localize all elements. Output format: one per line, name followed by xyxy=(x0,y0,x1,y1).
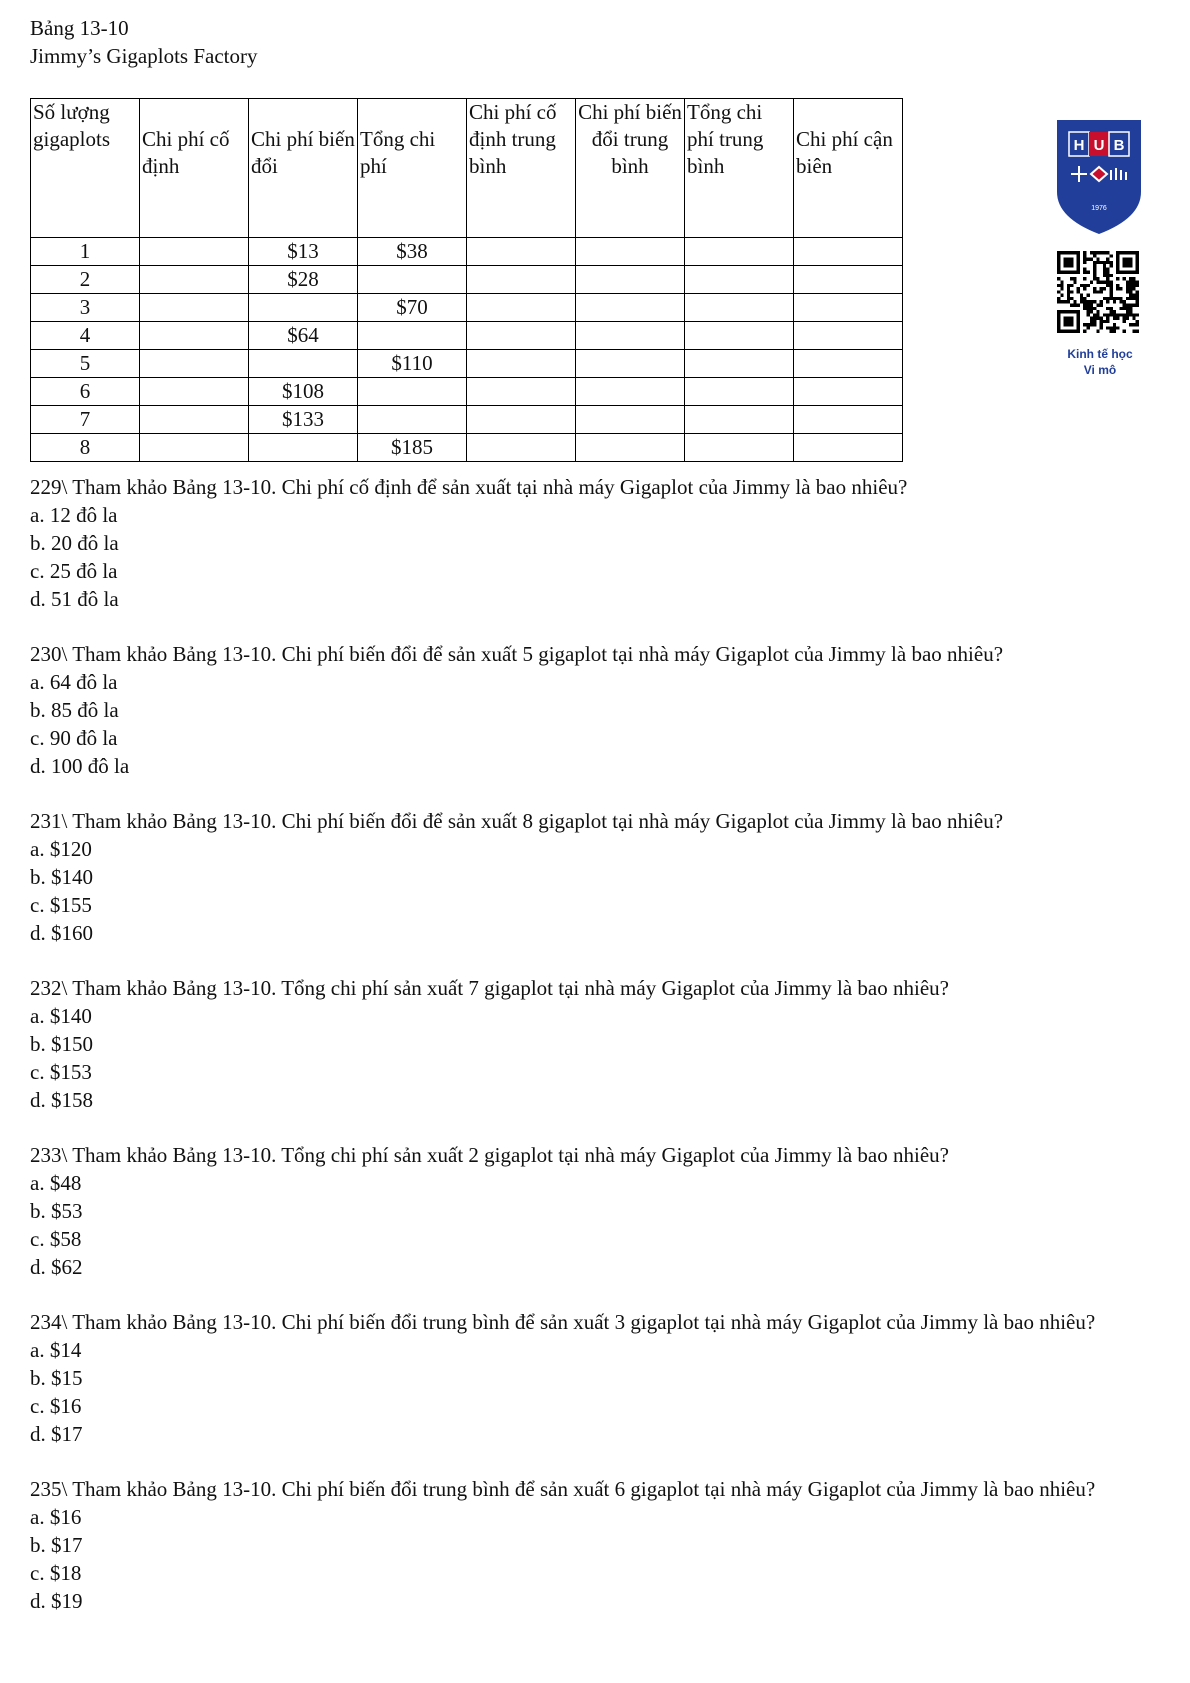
table-cell xyxy=(685,266,794,294)
table-cell: 7 xyxy=(31,406,140,434)
question-stem: 229\ Tham khảo Bảng 13-10. Chi phí cố định để sản xuất tại nhà máy Gigaplot của Jimmy là bao nhiêu? xyxy=(30,475,908,499)
answer-option: d. $62 xyxy=(30,1255,83,1279)
table-cell xyxy=(576,350,685,378)
answer-option: d. $17 xyxy=(30,1422,83,1446)
answer-option: b. $17 xyxy=(30,1533,83,1557)
answer-option: b. 85 đô la xyxy=(30,698,119,722)
answer-option: c. $155 xyxy=(30,893,92,917)
question-stem: 235\ Tham khảo Bảng 13-10. Chi phí biến đổi trung bình để sản xuất 6 gigaplot tại nhà máy Gigaplot của Jimmy là bao nhiêu? xyxy=(30,1477,1096,1501)
answer-option: a. $14 xyxy=(30,1338,82,1362)
table-cell xyxy=(140,294,249,322)
table-body xyxy=(31,238,903,462)
table-cell xyxy=(140,350,249,378)
header-fixed-cost: Chi phí cố định xyxy=(140,99,249,238)
logo-year: 1976 xyxy=(1091,205,1107,212)
table-cell: $38 xyxy=(358,238,467,266)
table-cell: 8 xyxy=(31,434,140,462)
question-item xyxy=(30,974,1170,1114)
header-quantity: Số lượng gigaplots xyxy=(31,99,140,238)
course-caption-line2: Vi mô xyxy=(1083,363,1117,377)
table-cell xyxy=(794,434,903,462)
question-item xyxy=(30,640,1170,780)
answer-option: a. $48 xyxy=(30,1171,82,1195)
answer-option: c. $16 xyxy=(30,1394,82,1418)
table-label: Bảng 13-10 xyxy=(30,16,129,40)
answer-option: b. $15 xyxy=(30,1366,83,1390)
table-cell xyxy=(467,350,576,378)
answer-option: c. 90 đô la xyxy=(30,726,118,750)
answer-option: d. $158 xyxy=(30,1088,93,1112)
hub-university-logo xyxy=(1055,118,1143,236)
answer-option: c. 25 đô la xyxy=(30,559,118,583)
header-marginal-cost: Chi phí cận biên xyxy=(794,99,903,238)
table-cell xyxy=(140,406,249,434)
course-caption xyxy=(1040,346,1160,378)
table-row xyxy=(31,266,903,294)
table-cell: $133 xyxy=(249,406,358,434)
answer-option: d. $160 xyxy=(30,921,93,945)
table-cell: 6 xyxy=(31,378,140,406)
table-cell xyxy=(794,378,903,406)
table-cell xyxy=(140,378,249,406)
table-cell xyxy=(140,238,249,266)
table-cell xyxy=(685,238,794,266)
table-cell: 3 xyxy=(31,294,140,322)
table-cell: $185 xyxy=(358,434,467,462)
header-average-variable-cost: Chi phí biến đổi trung bình xyxy=(576,99,685,238)
table-cell xyxy=(467,322,576,350)
table-cell xyxy=(576,322,685,350)
answer-option: d. $19 xyxy=(30,1589,83,1613)
table-cell xyxy=(794,322,903,350)
table-cell: $28 xyxy=(249,266,358,294)
answer-option: c. $153 xyxy=(30,1060,92,1084)
table-cell: $13 xyxy=(249,238,358,266)
table-row xyxy=(31,350,903,378)
answer-option: d. 100 đô la xyxy=(30,754,130,778)
answer-option: b. $53 xyxy=(30,1199,83,1223)
table-cell xyxy=(358,378,467,406)
answer-option: a. 12 đô la xyxy=(30,503,118,527)
header-variable-cost: Chi phí biến đổi xyxy=(249,99,358,238)
table-row xyxy=(31,322,903,350)
table-cell xyxy=(576,294,685,322)
table-cell xyxy=(576,238,685,266)
table-header-row xyxy=(31,99,903,238)
answer-option: a. 64 đô la xyxy=(30,670,118,694)
question-item xyxy=(30,1308,1170,1448)
table-cell xyxy=(685,378,794,406)
answer-option: d. 51 đô la xyxy=(30,587,119,611)
table-cell xyxy=(685,350,794,378)
answer-option: b. $150 xyxy=(30,1032,93,1056)
header-average-fixed-cost: Chi phí cố định trung bình xyxy=(467,99,576,238)
answer-option: c. $58 xyxy=(30,1227,82,1251)
cost-table xyxy=(30,98,903,462)
table-cell: 4 xyxy=(31,322,140,350)
table-cell xyxy=(249,350,358,378)
question-stem: 233\ Tham khảo Bảng 13-10. Tổng chi phí sản xuất 2 gigaplot tại nhà máy Gigaplot của Jimmy là bao nhiêu? xyxy=(30,1143,949,1167)
table-cell xyxy=(358,266,467,294)
course-caption-line1: Kinh tế học xyxy=(1067,347,1133,361)
table-row xyxy=(31,434,903,462)
table-cell xyxy=(576,378,685,406)
table-cell xyxy=(358,406,467,434)
document-header xyxy=(30,14,258,70)
header-total-cost: Tổng chi phí xyxy=(358,99,467,238)
question-item xyxy=(30,1475,1170,1615)
table-cell xyxy=(794,350,903,378)
table-cell xyxy=(685,406,794,434)
table-cell xyxy=(140,322,249,350)
table-cell xyxy=(794,238,903,266)
table-cell xyxy=(794,294,903,322)
table-cell: $108 xyxy=(249,378,358,406)
answer-option: a. $140 xyxy=(30,1004,92,1028)
question-stem: 232\ Tham khảo Bảng 13-10. Tổng chi phí sản xuất 7 gigaplot tại nhà máy Gigaplot của Jimmy là bao nhiêu? xyxy=(30,976,949,1000)
table-cell xyxy=(140,434,249,462)
logo-letter-u: U xyxy=(1093,137,1105,154)
table-cell xyxy=(685,434,794,462)
answer-option: b. $140 xyxy=(30,865,93,889)
table-cell xyxy=(576,434,685,462)
table-row xyxy=(31,294,903,322)
table-cell xyxy=(794,266,903,294)
table-cell xyxy=(467,266,576,294)
table-cell: 1 xyxy=(31,238,140,266)
question-item xyxy=(30,1141,1170,1281)
question-item xyxy=(30,807,1170,947)
question-stem: 230\ Tham khảo Bảng 13-10. Chi phí biến đổi để sản xuất 5 gigaplot tại nhà máy Gigaplot của Jimmy là bao nhiêu? xyxy=(30,642,1004,666)
table-row xyxy=(31,406,903,434)
table-title: Jimmy’s Gigaplots Factory xyxy=(30,44,258,68)
logo-letter-b: B xyxy=(1113,137,1125,154)
answer-option: a. $16 xyxy=(30,1505,82,1529)
logo-letter-h: H xyxy=(1073,137,1085,154)
answer-option: b. 20 đô la xyxy=(30,531,119,555)
question-stem: 234\ Tham khảo Bảng 13-10. Chi phí biến đổi trung bình để sản xuất 3 gigaplot tại nhà máy Gigaplot của Jimmy là bao nhiêu? xyxy=(30,1310,1096,1334)
answer-option: c. $18 xyxy=(30,1561,82,1585)
table-cell xyxy=(467,378,576,406)
header-average-total-cost: Tổng chi phí trung bình xyxy=(685,99,794,238)
table-cell: $110 xyxy=(358,350,467,378)
table-cell xyxy=(467,238,576,266)
table-cell xyxy=(467,434,576,462)
question-list xyxy=(30,473,1170,1642)
qr-code-icon xyxy=(1057,251,1139,333)
question-item xyxy=(30,473,1170,613)
table-row xyxy=(31,238,903,266)
table-cell: $64 xyxy=(249,322,358,350)
table-cell xyxy=(249,434,358,462)
table-cell xyxy=(467,406,576,434)
table-cell: $70 xyxy=(358,294,467,322)
table-cell xyxy=(249,294,358,322)
table-row xyxy=(31,378,903,406)
table-cell xyxy=(467,294,576,322)
table-cell xyxy=(358,322,467,350)
table-cell xyxy=(685,322,794,350)
table-cell xyxy=(685,294,794,322)
table-cell: 2 xyxy=(31,266,140,294)
table-cell: 5 xyxy=(31,350,140,378)
question-stem: 231\ Tham khảo Bảng 13-10. Chi phí biến đổi để sản xuất 8 gigaplot tại nhà máy Gigaplot của Jimmy là bao nhiêu? xyxy=(30,809,1004,833)
answer-option: a. $120 xyxy=(30,837,92,861)
table-cell xyxy=(794,406,903,434)
table-cell xyxy=(576,406,685,434)
table-cell xyxy=(140,266,249,294)
table-cell xyxy=(576,266,685,294)
